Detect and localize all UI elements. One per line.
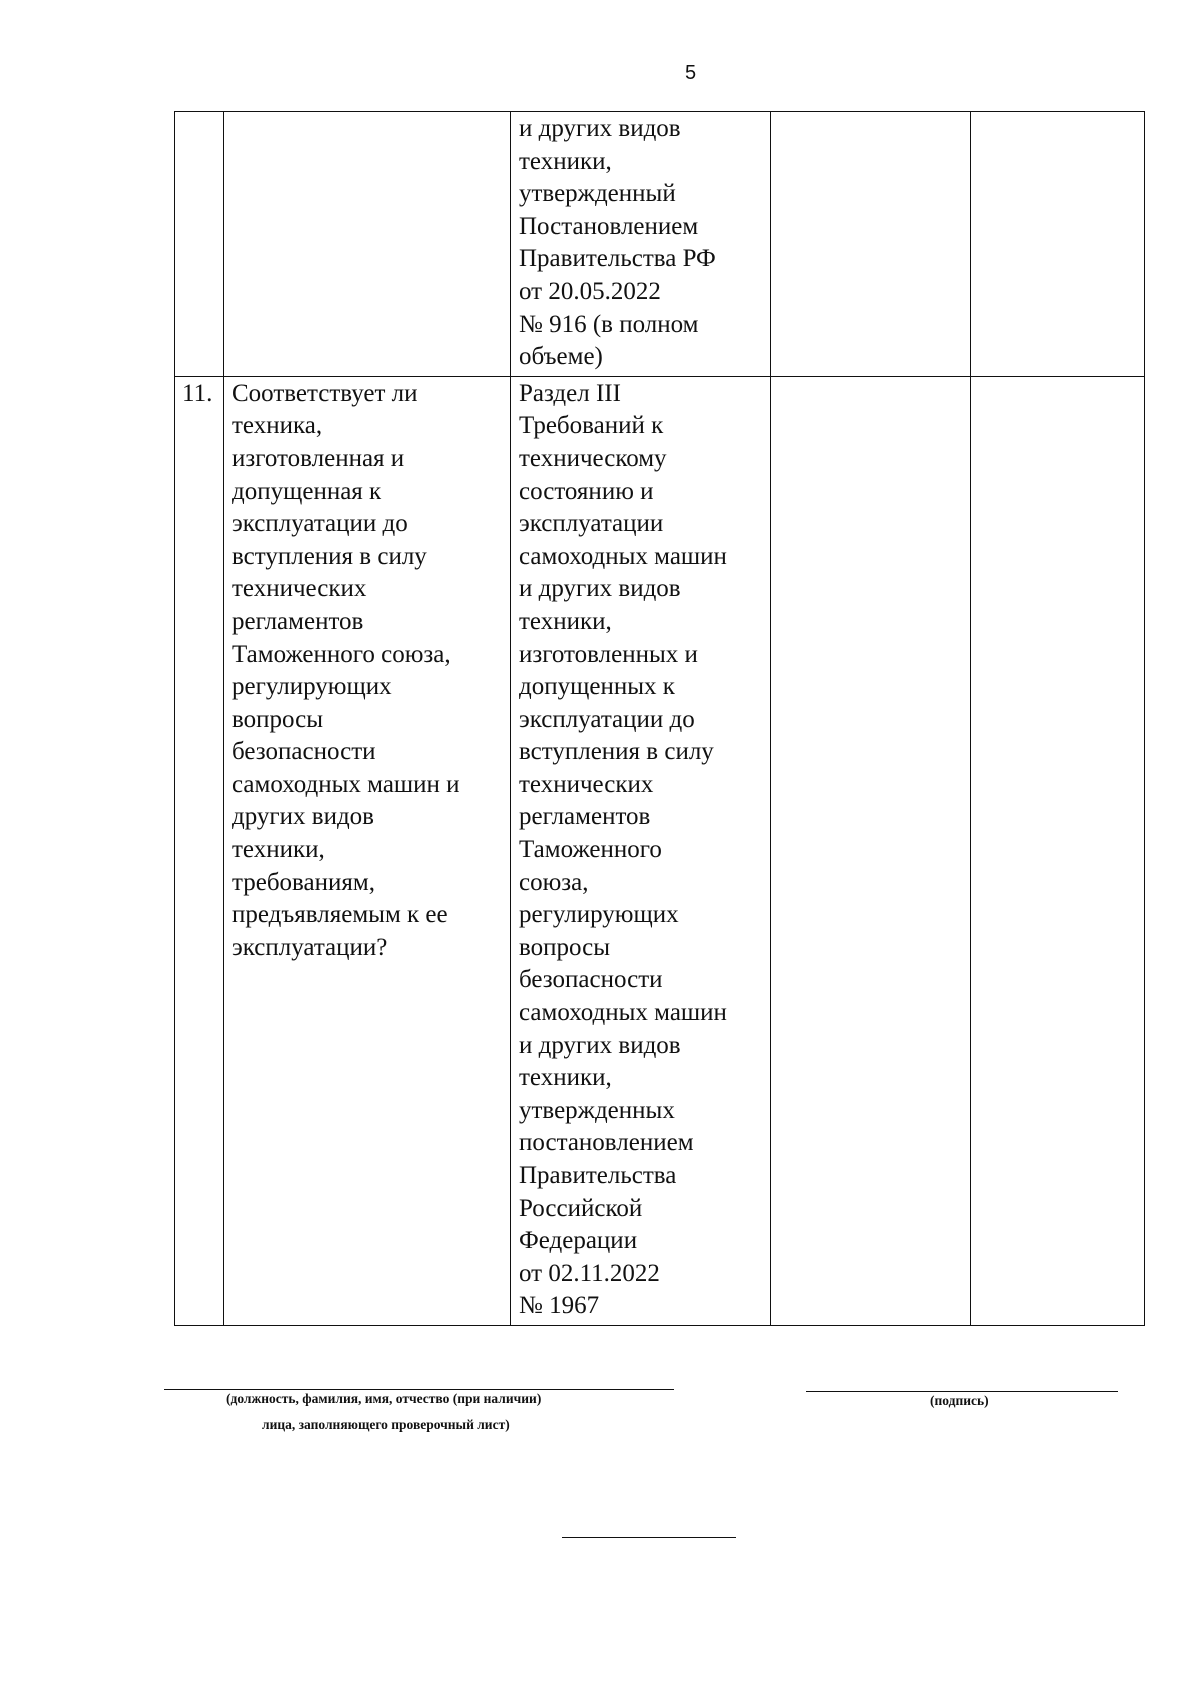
note-cell (971, 112, 1145, 377)
checklist-table (174, 111, 1145, 1326)
note-cell (971, 376, 1145, 1325)
row-number-cell: 11. (175, 376, 224, 1325)
reference-cell: Раздел III Требований к техническому состоянию и эксплуатации самоходных машин и других видов техники, изготовленных и допущенных к эксплуатации до вступления в силу технических регламентов Таможенного союза, регулирующих вопросы безопасности самоходных машин и других видов техники, утвержденных постановлением Правительства Российской Федерации от 02.11.2022 № 1967 (511, 376, 771, 1325)
question-cell: Соответствует ли техника, изготовленная и допущенная к эксплуатации до вступления в силу технических регламентов Таможенного союза, регулирующих вопросы безопасности самоходных машин и других видов техники, требованиям, предъявляемым к ее эксплуатации? (224, 376, 511, 1325)
person-caption: лица, заполняющего проверочный лист) (262, 1417, 510, 1432)
position-name-line (164, 1389, 674, 1390)
table-row-continued (175, 112, 1145, 377)
position-name-caption: (должность, фамилия, имя, отчество (при наличии) (226, 1391, 542, 1406)
page-number: 5 (685, 62, 697, 84)
answer-cell (771, 112, 971, 377)
row-number-cell (175, 112, 224, 377)
reference-cell: и других видов техники, утвержденный Постановлением Правительства РФ от 20.05.2022 № 916 (в полном объеме) (511, 112, 771, 377)
end-of-document-line (562, 1537, 736, 1538)
signature-caption: (подпись) (930, 1393, 989, 1408)
question-cell (224, 112, 511, 377)
signature-line (806, 1391, 1118, 1392)
answer-cell (771, 376, 971, 1325)
table-row-11 (175, 376, 1145, 1325)
